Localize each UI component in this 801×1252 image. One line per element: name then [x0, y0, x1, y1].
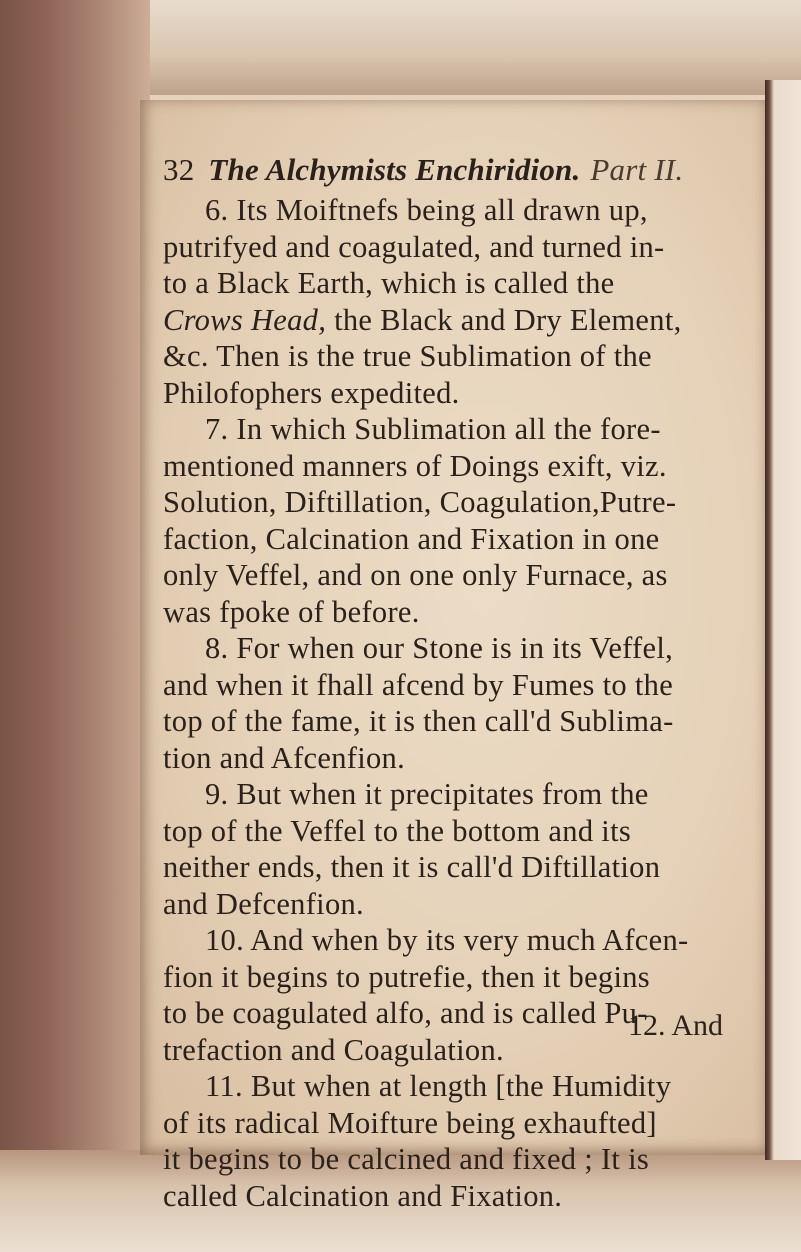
cover-left-edge	[0, 0, 150, 1252]
text-line: of its radical Moifture being exhaufted]	[163, 1105, 657, 1140]
text-line: neither ends, then it is call'd Diftillation	[163, 850, 661, 884]
text-line: mentioned manners of Doings exift, viz.	[163, 448, 667, 483]
page-text-block	[163, 150, 763, 1214]
text-line: putrifyed and coagulated, and turned in-	[163, 229, 665, 264]
text-lines	[163, 192, 763, 1214]
catchword: 12. And	[628, 1009, 724, 1042]
running-title: The Alchymists Enchiridion.	[208, 152, 581, 187]
next-page-edge	[765, 80, 801, 1160]
text-line: 6. Its Moiftnefs being all drawn up,	[205, 193, 648, 227]
text-line: 9. But when it precipitates from the	[205, 777, 649, 811]
text-line: Solution, Diftillation, Coagulation,Putre-	[163, 485, 677, 519]
text-line: top of the fame, it is then call'd Sublima-	[163, 704, 674, 738]
text-line: and when it fhall afcend by Fumes to the	[163, 667, 674, 702]
text-line: called Calcination and Fixation.	[163, 1178, 563, 1213]
text-line: 10. And when by its very much Afcen-	[205, 923, 689, 957]
text-line: Philofophers expedited.	[163, 375, 460, 410]
text-line: Crows Head, the Black and Dry Element,	[163, 302, 682, 337]
text-line: to be coagulated alfo, and is called Pu-	[163, 996, 648, 1030]
text-line: tion and Afcenfion.	[163, 740, 406, 775]
text-line: to a Black Earth, which is called the	[163, 266, 615, 300]
text-line: &c. Then is the true Sublimation of the	[163, 339, 652, 373]
page-number: 32	[163, 152, 195, 187]
text-line: 7. In which Sublimation all the fore-	[205, 412, 661, 446]
text-line: faction, Calcination and Fixation in one	[163, 521, 660, 556]
text-line: 8. For when our Stone is in its Veffel,	[205, 631, 674, 665]
text-line: 11. But when at length [the Humidity	[205, 1069, 672, 1103]
running-head	[163, 150, 763, 192]
text-line: was fpoke of before.	[163, 594, 420, 629]
running-part: Part II.	[590, 152, 684, 187]
text-line: fion it begins to putrefie, then it begins	[163, 959, 650, 994]
text-line: and Defcenfion.	[163, 886, 364, 921]
text-line: only Veffel, and on one only Furnace, as	[163, 558, 668, 592]
text-line: trefaction and Coagulation.	[163, 1032, 504, 1067]
text-line: it begins to be calcined and fixed ; It is	[163, 1142, 650, 1176]
text-line: top of the Veffel to the bottom and its	[163, 813, 632, 848]
